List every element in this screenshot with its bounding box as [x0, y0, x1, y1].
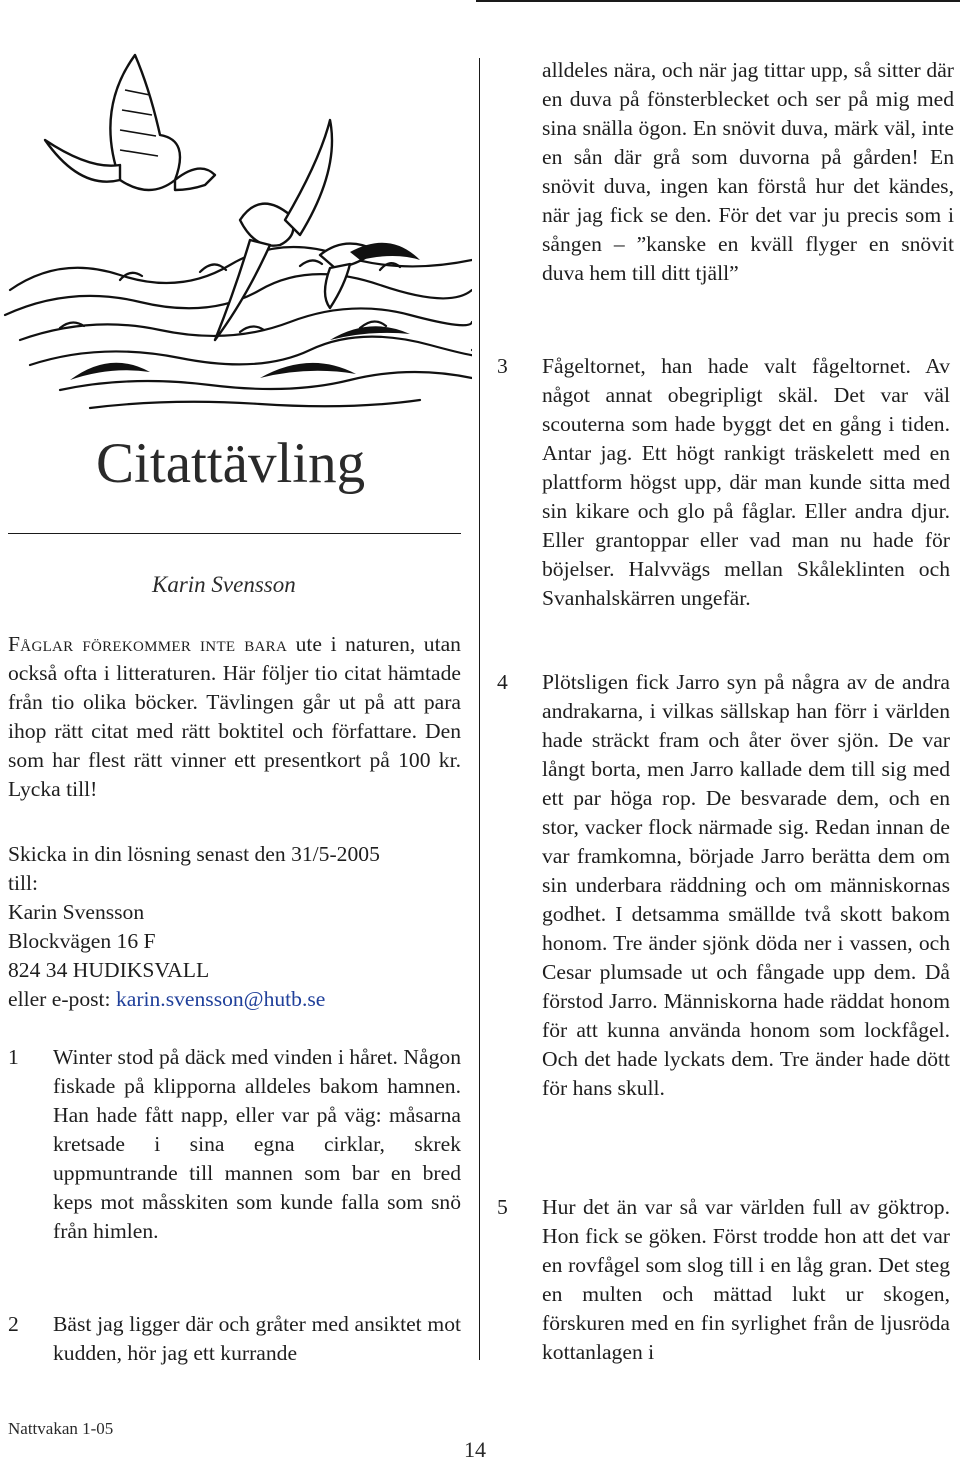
intro-paragraph	[8, 630, 461, 804]
column-rule	[479, 58, 480, 1360]
quote-number: 4	[497, 670, 508, 694]
deadline-line: Skicka in din lösning senast den 31/5-2005	[8, 842, 380, 866]
email-link[interactable]: karin.svensson@hutb.se	[115, 987, 326, 1011]
intro-text: ute i naturen, utan också ofta i litteraturen. Här följer tio citat hämtade från tio olika böcker. Tävlingen går ut på att para ihop rätt citat med rätt boktitel och författare. Den som har flest rätt vinner ett presentkort på 100 kr. Lycka till!	[8, 632, 461, 801]
intro-smallcaps-lead: Fåglar förekommer inte bara	[8, 632, 288, 656]
title-rule	[8, 533, 461, 534]
publication-footer: Nattvakan 1-05	[8, 1419, 114, 1438]
deadline-till: till:	[8, 871, 38, 895]
address-name: Karin Svensson	[8, 900, 145, 924]
quote-number: 2	[8, 1312, 19, 1336]
email-prefix: eller e-post:	[8, 987, 116, 1011]
address-street: Blockvägen 16 F	[8, 929, 156, 953]
author-byline: Karin Svensson	[152, 572, 296, 597]
quote-text: Hur det än var så var världen full av göktrop. Hon fick se göken. Först trodde hon att det var en rovfågel som slog till i en låg gran. Det steg en multen och mättad lukt ur skogen, förskuren med en fin syrlighet från de ljusröda kottanlagen i	[542, 1195, 950, 1364]
quote-2-continuation: alldeles nära, och när jag tittar upp, så sitter där en duva på fönsterblecket och ser på mig med sina snälla ögon. En snövit duva, märk väl, inte en sån där grå som duvorna på gården! En snövit duva, ingen kan förstå hur det kändes, när jag fick se den. För det var ju precis som i sången – ”kanske en kväll flyger en snövit duva hem till ditt tjäll”	[542, 58, 954, 285]
quote-text: Winter stod på däck med vinden i håret. Någon fiskade på klipporna alldeles bakom hamnen. Han hade fått napp, eller var på väg: måsarna kretsade i sina egna cirklar, skrek uppmuntrande till mannen som bar en bred keps mot måsskiten som kunde falla som snö från himlen.	[53, 1045, 461, 1243]
quote-text: Plötsligen fick Jarro syn på några av de andra andrakarna, i vilkas sällskap han förr i världen hade sträckt fram och åter över sjön. De var långt borta, men Jarro kallade dem till sig med ett par höga rop. De besvarade dem, och en stor, vacker flock närmade sig. Redan innan de var framkomna, började Jarro berätta dem om sin underbara räddning och om människornas godhet. I detsamma smällde två skott bakom honom. Tre änder sjönk döda ner i vassen, och Cesar plumsade ut och fångade upp dem. Då förstod Jarro. Människorna hade räddat honom för att kunna använda honom som lockfågel. Och det hade lyckats dem. Tre änder hade dött för hans skull.	[542, 670, 950, 1100]
quote-number: 1	[8, 1045, 19, 1069]
quote-number: 5	[497, 1195, 508, 1219]
address-postal: 824 34 HUDIKSVALL	[8, 958, 210, 982]
quote-text: Fågeltornet, han hade valt fågeltornet. Av något annat obegripligt skäl. Det var väl scouterna som hade byggt det en gång i tiden. Antar jag. Ett högt rankigt träskelett med en plattform högst upp, där man kunde sitta med sin kikare och glo på fåglar. Eller andra djur. Eller grantoppar eller vad man nu hade för böjelser. Halvvägs mellan Skåleklinten och Svanhalskärren ungefär.	[542, 354, 950, 610]
submission-block	[8, 840, 461, 1014]
email-line	[8, 985, 461, 1014]
quote-number: 3	[497, 354, 508, 378]
seagulls-illustration	[0, 40, 472, 410]
top-rule	[476, 0, 960, 2]
page-number: 14	[464, 1437, 486, 1462]
article-title: Citattävling	[96, 432, 366, 495]
quote-text: Bäst jag ligger där och gråter med ansiktet mot kudden, hör jag ett kurrande	[53, 1312, 461, 1365]
